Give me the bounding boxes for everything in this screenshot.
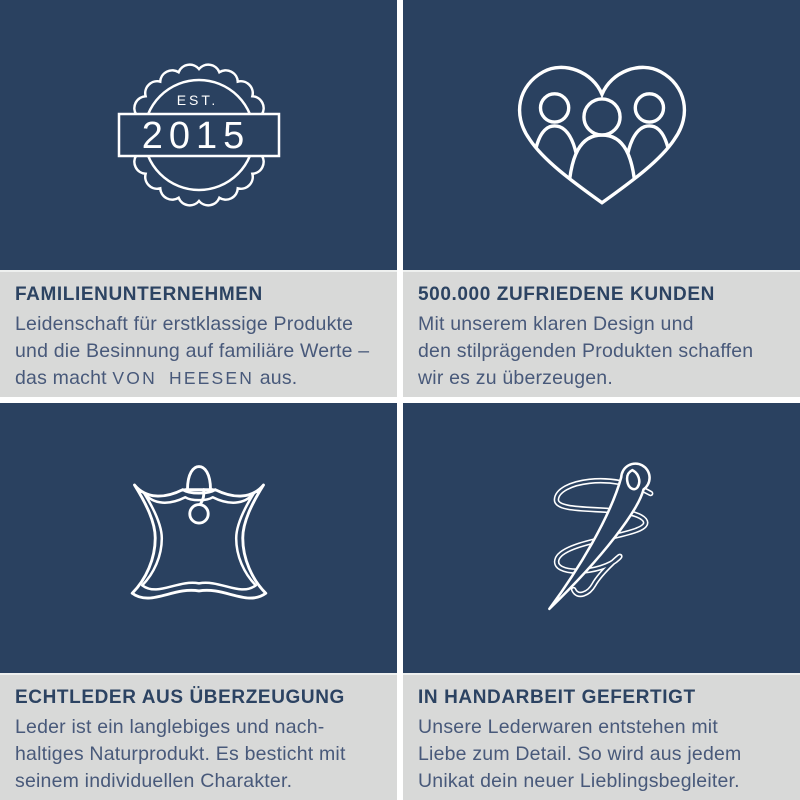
customers-text-block [403,270,800,397]
feature-tile-leather [0,403,397,800]
family-body-line3-prefix: das macht [15,367,113,389]
leather-icon-panel [0,403,397,673]
family-icon-panel [0,0,397,270]
family-heading: FAMILIENUNTERNEHMEN [15,284,263,305]
handmade-text-block [403,673,800,800]
leather-body-line3: seinem individuellen Charakter. [15,770,293,792]
feature-tile-handmade [403,403,800,800]
hide-outer-outline [132,485,266,598]
family-body-line2: und die Besinnung auf familiäre Werte – [15,340,370,362]
heart-family-icon [507,56,697,214]
person-center-head [583,99,619,135]
leather-body-line1: Leder ist ein langlebiges und nach- [15,716,325,738]
brand-name: VON HEESEN [112,368,255,388]
leather-text-block [0,673,397,800]
hide-tab-dome [187,467,210,490]
handmade-body-line3: Unikat dein neuer Lieblingsbegleiter. [418,770,740,792]
needle-body [549,464,649,609]
leather-body-line2: haltiges Naturprodukt. Es besticht mit [15,743,346,765]
handmade-body-line1: Unsere Lederwaren entstehen mit [418,716,718,738]
feature-tile-family [0,0,397,397]
family-body-line3 [15,365,382,392]
leather-hide-icon [123,457,275,619]
customers-body-line1: Mit unserem klaren Design und [418,313,694,335]
person-center-body [568,135,636,207]
est-2015-badge-icon [91,53,307,217]
customers-body-line3: wir es zu überzeugen. [418,367,613,389]
leather-heading: ECHTLEDER AUS ÜBERZEUGUNG [15,687,345,708]
feature-tile-customers [403,0,800,397]
family-body-line3-suffix: aus. [254,367,298,389]
handmade-icon-panel [403,403,800,673]
person-right-head [635,94,663,122]
hide-grommet-ring [189,505,207,523]
handmade-heading: IN HANDARBEIT GEFERTIGT [418,687,696,708]
handmade-body-line2: Liebe zum Detail. So wird aus jedem [418,743,742,765]
customers-body-line2: den stilprägenden Produkten schaffen [418,340,754,362]
hide-inner-outline [142,493,256,589]
person-left-head [540,94,568,122]
family-body-line1: Leidenschaft für erstklassige Produkte [15,313,354,335]
family-text-block [0,270,397,397]
needle-thread-icon [539,457,665,619]
customers-icon-panel [403,0,800,270]
customers-heading: 500.000 ZUFRIEDENE KUNDEN [418,284,715,305]
badge-est-label: EST. [176,92,218,108]
badge-year-label: 2015 [141,115,250,157]
